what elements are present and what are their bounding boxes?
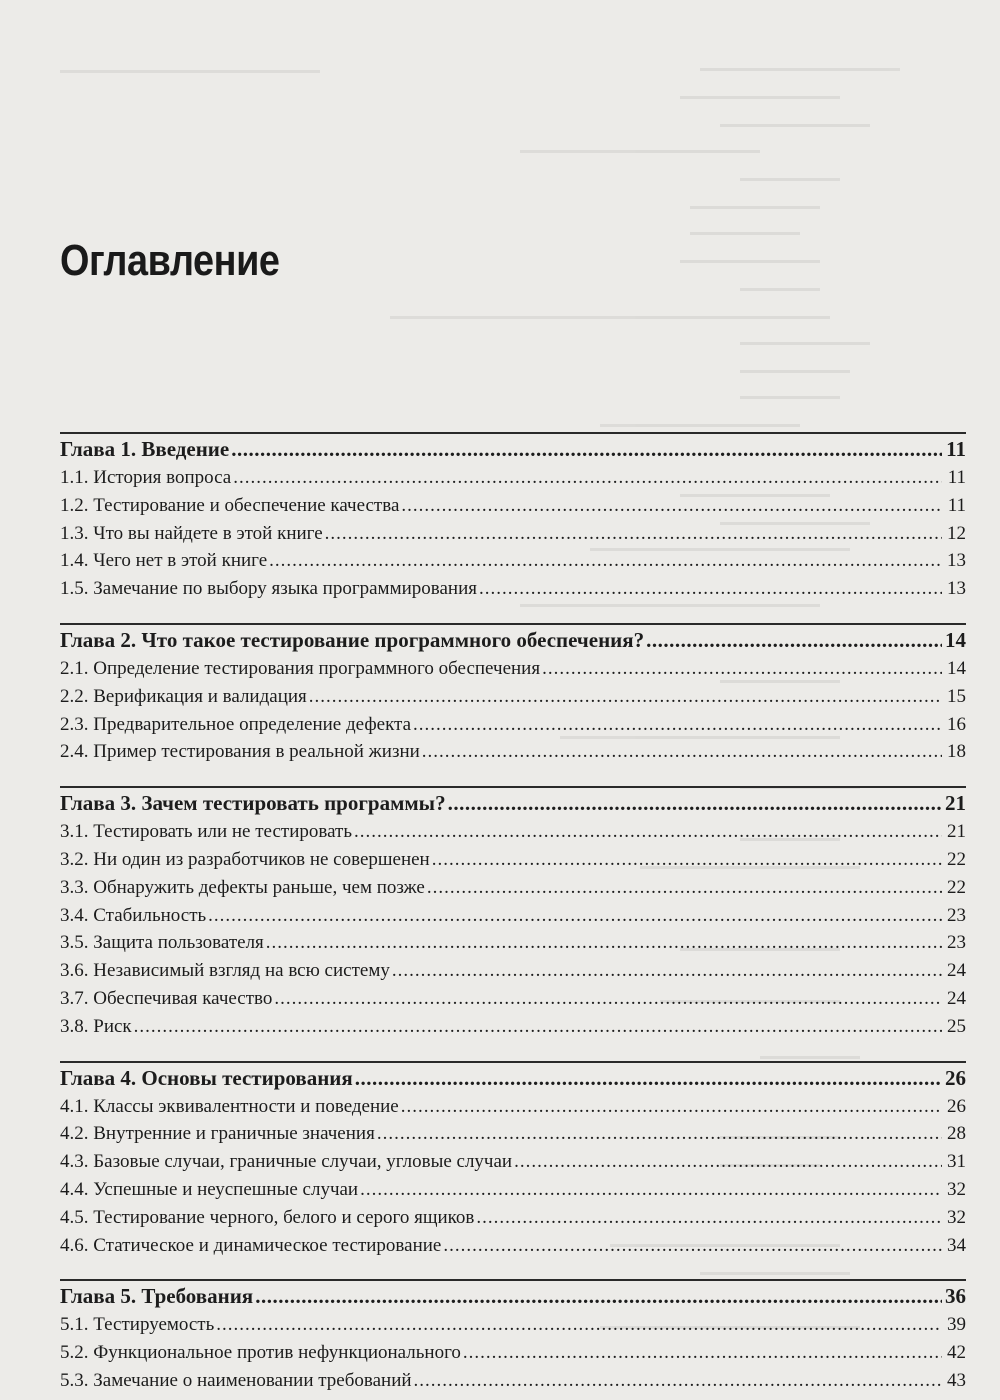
entry-title: 2.4. Пример тестирования в реальной жизни [60,741,420,763]
chapter-title: Глава 2. Что такое тестирование программного обеспечения? [60,627,645,652]
entry-title: 4.5. Тестирование черного, белого и серого ящиков [60,1206,475,1228]
page-number: 42 [947,1342,966,1364]
page-number: 24 [947,960,966,982]
dot-leader [377,1120,942,1148]
entry-title: 1.3. Что вы найдете в этой книге [60,522,323,544]
page-number: 15 [947,685,966,707]
toc-entry[interactable] [60,1339,966,1367]
toc-entry[interactable] [60,846,966,874]
chapter-heading[interactable] [60,1061,966,1093]
dot-leader [432,846,942,874]
dot-leader [274,985,942,1013]
page-number: 31 [947,1151,966,1173]
dot-leader [401,492,942,520]
entry-title: 2.2. Верификация и валидация [60,685,307,707]
dot-leader [392,957,942,985]
entry-title: 3.4. Стабильность [60,904,207,926]
toc-entry[interactable] [60,1120,966,1148]
dot-leader [216,1311,942,1339]
entry-title: 1.1. История вопроса [60,467,232,488]
dot-leader [269,547,942,575]
dot-leader [208,902,942,930]
dot-leader [448,788,942,818]
entry-title: 2.1. Определение тестирования программного обеспечения [60,657,541,679]
entry-title: 1.4. Чего нет в этой книге [60,550,268,572]
toc-entry[interactable] [60,902,966,930]
dot-leader [422,738,942,766]
page-number: 24 [947,987,966,1009]
page-number: 32 [947,1206,966,1228]
entry-title: 3.3. Обнаружить дефекты раньше, чем позже [60,876,425,898]
dot-leader [233,464,942,492]
entry-title: 5.1. Тестируемость [60,1314,215,1336]
dot-leader [413,711,942,739]
page-number: 18 [947,741,966,763]
toc-entry[interactable] [60,1013,966,1041]
dot-leader [646,625,942,655]
dot-leader [463,1339,942,1367]
toc-entry[interactable] [60,464,966,492]
toc-entry[interactable] [60,1232,966,1260]
toc-entry[interactable] [60,711,966,739]
entry-title: 2.3. Предварительное определение дефекта [60,713,412,735]
toc-entry[interactable] [60,1367,966,1395]
page-number: 21 [945,791,966,816]
toc-entry[interactable] [60,1176,966,1204]
chapter-title: Глава 4. Основы тестирования [60,1065,353,1090]
entry-title: 1.2. Тестирование и обеспечение качества [60,494,400,516]
entry-title: 4.4. Успешные и неуспешные случаи [60,1178,359,1200]
chapter-heading[interactable] [60,1279,966,1311]
toc-entry[interactable] [60,520,966,548]
page-number: 11 [946,437,966,461]
chapter-title: Глава 3. Зачем тестировать программы? [60,791,446,816]
entry-title: 1.5. Замечание по выбору языка программирования [60,578,477,600]
entry-title: 4.3. Базовые случаи, граничные случаи, угловые случаи [60,1151,513,1173]
entry-title: 4.1. Классы эквивалентности и поведение [60,1095,399,1117]
toc-entry[interactable] [60,1148,966,1176]
chapter-4 [60,1061,966,1260]
dot-leader [443,1232,942,1260]
dot-leader [231,434,942,464]
toc-entry[interactable] [60,547,966,575]
entry-title: 3.6. Независимый взгляд на всю систему [60,960,390,982]
entry-title: 3.5. Защита пользователя [60,932,264,954]
chapter-heading[interactable] [60,432,966,464]
page-number: 39 [947,1314,966,1336]
chapter-title: Глава 1. Введение [60,437,230,461]
entry-title: 3.2. Ни один из разработчиков не совершенен [60,848,430,870]
dot-leader [514,1148,942,1176]
toc-entry[interactable] [60,492,966,520]
dot-leader [266,929,942,957]
toc-entry[interactable] [60,874,966,902]
page-number: 11 [947,467,966,488]
page-number: 11 [947,494,966,516]
dot-leader [134,1013,942,1041]
dot-leader [360,1176,942,1204]
page-number: 28 [947,1123,966,1145]
chapter-1 [60,432,966,603]
toc-entry[interactable] [60,683,966,711]
toc-entry[interactable] [60,957,966,985]
dot-leader [401,1093,942,1121]
dot-leader [354,818,942,846]
page-number: 26 [947,1095,966,1117]
dot-leader [255,1281,942,1311]
page-number: 14 [947,657,966,679]
dot-leader [427,874,942,902]
entry-title: 3.7. Обеспечивая качество [60,987,273,1009]
dot-leader [479,575,942,603]
toc-entry[interactable] [60,1093,966,1121]
toc-entry[interactable] [60,929,966,957]
page-number: 26 [945,1065,966,1090]
chapter-heading[interactable] [60,786,966,818]
page-number: 16 [947,713,966,735]
dot-leader [355,1063,942,1093]
page-number: 12 [947,522,966,544]
page-number: 36 [945,1284,966,1309]
entry-title: 5.2. Функциональное против нефункционального [60,1342,461,1364]
dot-leader [309,683,942,711]
chapter-5 [60,1279,966,1394]
dot-leader [542,655,942,683]
entry-title: 4.2. Внутренние и граничные значения [60,1123,375,1145]
chapter-3 [60,786,966,1040]
page-number: 22 [947,876,966,898]
dot-leader [476,1204,942,1232]
page-number: 21 [947,821,966,843]
chapter-title: Глава 5. Требования [60,1284,254,1309]
toc-entry[interactable] [60,655,966,683]
chapter-heading[interactable] [60,623,966,655]
page-number: 43 [947,1369,966,1391]
entry-title: 3.8. Риск [60,1015,132,1037]
page-number: 23 [947,904,966,926]
toc-entry[interactable] [60,738,966,766]
toc-entry[interactable] [60,1311,966,1339]
page-number: 22 [947,848,966,870]
page-number: 14 [945,627,966,652]
dot-leader [414,1367,942,1395]
toc-entry[interactable] [60,1204,966,1232]
page-title: Оглавление [60,236,280,285]
entry-title: 3.1. Тестировать или не тестировать [60,821,352,843]
page-number: 32 [947,1178,966,1200]
toc-entry[interactable] [60,818,966,846]
toc-entry[interactable] [60,575,966,603]
table-of-contents [60,432,966,1395]
entry-title: 4.6. Статическое и динамическое тестирование [60,1234,442,1256]
page-number: 34 [947,1234,966,1256]
toc-entry[interactable] [60,985,966,1013]
page-number: 23 [947,932,966,954]
page-number: 13 [947,578,966,600]
page-number: 13 [947,550,966,572]
page-number: 25 [947,1015,966,1037]
dot-leader [325,520,942,548]
entry-title: 5.3. Замечание о наименовании требований [60,1369,412,1391]
chapter-2 [60,623,966,766]
